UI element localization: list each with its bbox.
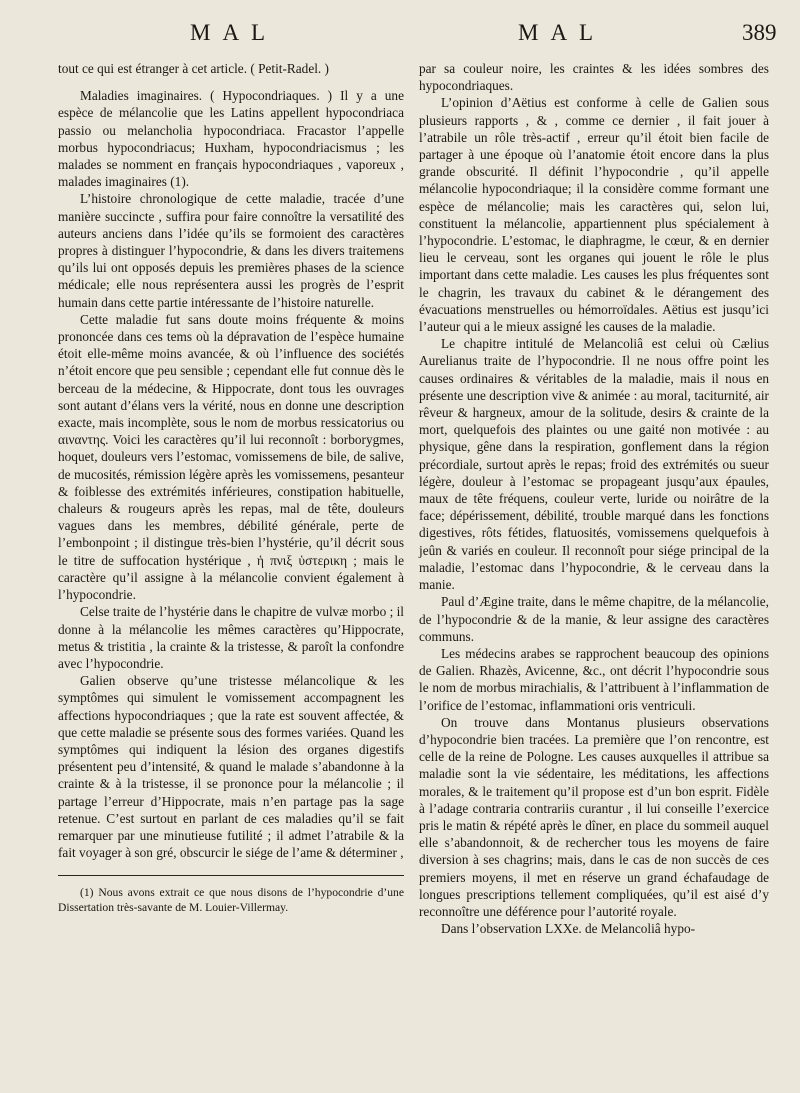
running-head-right: MAL <box>518 20 606 45</box>
left-column <box>58 60 404 915</box>
paragraph: Celse traite de l’hystérie dans le chapitre de vulvæ morbo ; il donne à la mélancolie les mêmes caractères qu’Hippocrate, metus & tristitia , la crainte & la tristesse, & paroît la confondre avec l’hypocondrie. <box>58 604 404 671</box>
right-column <box>419 60 769 937</box>
page-number: 389 <box>742 20 777 45</box>
paragraph: Galien observe qu’une tristesse mélancolique & les symptômes qui simulent le vomissement accompagnent les affections hypocondriaques ; que la rate est souvent affectée, & que cette maladie se présente sous des formes variées. Quand les symptômes qui indiquent la lésion des organes digestifs présentent peu d’intensité, & quand le malade s’abandonne à la crainte & à la tristesse, il se prononce pour la mélancolie ; il partage l’erreur d’Hippocrate, mais n’en partage pas la sage retenue. C’est surtout en parlant de ces maladies qu’il se fait remarquer par une minutieuse futilité ; il admet l’atrabile & la fait voyager à son gré, obscurcir le siége de l’ame & déterminer , <box>58 673 404 861</box>
paragraph: Dans l’observation LXXe. de Melancoliâ hypo- <box>441 921 696 937</box>
paragraph: Maladies imaginaires. ( Hypocondriaques. ) Il y a une espèce de mélancolie que les Latins appellent hypocondriaca passio ou melancholia hypocondriaca. Fracastor l’appelle morbus hypocondriacus; Huxham, hypocondriacismus ; les malades se nomment en français hypocondriaques , vaporeux , malades imaginaires (1). <box>58 88 404 190</box>
paragraph: par sa couleur noire, les craintes & les idées sombres des hypocondriaques. <box>419 61 769 94</box>
footnote-rule <box>58 875 404 876</box>
footnote: (1) Nous avons extrait ce que nous disons de l’hypocondrie d’une Dissertation très-savante de M. Louier-Villermay. <box>58 886 404 914</box>
paragraph: Paul d’Ægine traite, dans le même chapitre, de la mélancolie, de l’hypocondrie & de la manie, & leur assigne des caractères communs. <box>419 594 769 644</box>
paragraph: Les médecins arabes se rapprochent beaucoup des opinions de Galien. Rhazès, Avicenne, &c., ont décrit l’hypocondrie sous le nom de morbus mirachialis, & l’attribuent à l’inflammation de l’orifice de l’estomac, inflammationi oris ventriculi. <box>419 645 769 713</box>
running-head-left: MAL <box>190 20 278 45</box>
paragraph: tout ce qui est étranger à cet article. ( Petit-Radel. ) <box>58 61 329 76</box>
paragraph: Le chapitre intitulé de Melancoliâ est celui où Cælius Aurelianus traite de l’hypocondrie. Il ne nous offre point les causes ordinaires & véritables de la maladie, mais il nous en présente une description vive & animée : au moral, taciturnité, air rêveur & hargneux, amour de la solitude, desirs & crainte de la mort, quelquefois des plaintes ou une gaité non motivée : au physique, gêne dans la respiration, gonflement dans la région précordiale, surtout après le repas; froid des extrémités ou sueur légère, douleur à l’estomac se propageant jusqu’aux épaules, maux de tête fréquens, couleur verte, luride ou noirâtre de la face; dépérissement, débilité, trouble marqué dans les fonctions digestives, rôts fétides, flatuosités, vomissemens quelquefois à jeûn & variés en couleur. Il reconnoît pour siége principal de la maladie, l’estomac dans l’hypocondrie, & le cerveau dans la manie. <box>419 336 769 593</box>
paragraph: L’opinion d’Aëtius est conforme à celle de Galien sous plusieurs rapports , & , comme ce dernier , il fait jouer à l’atrabile un rôle très-actif , erreur qu’il étoit bien facile de partager à une époque où l’anatomie étoit encore dans la plus grande obscurité. Il définit l’hypocondrie , qu’il appelle mélancolie hypocondriaque; il la considère comme formant une espèce de mélancolie; mais les caractères qui, selon lui, constituent la mélancolie, appartiennent plus spécialement à l’hypocondrie. L’estomac, le diaphragme, le cœur, & en dernier lieu le cerveau, sont les organes qui jouent le rôle le plus important dans cette maladie. Les causes les plus fréquentes sont le chagrin, les travaux du cabinet & le dérangement des évacuations menstruelles ou hémorroïdales. Aëtius est jusqu’ici l’auteur qui a le mieux assigné les causes de la maladie. <box>419 95 769 335</box>
paragraph: L’histoire chronologique de cette maladie, tracée d’une manière succincte , suffira pour faire connoître la versatilité des auteurs anciens dans l’idée qu’ils se formoient des caractères propres à distinguer l’hypocondrie, & dans les divers traitemens qu’ils lui ont opposés depuis les premières phases de la science médicale; elle nous représentera aussi les progrès de l’esprit humain dans cette partie intéressante de l’histoire naturelle. <box>58 191 404 310</box>
paragraph: Cette maladie fut sans doute moins fréquente & moins prononcée dans ces tems où la dépravation de l’espèce humaine étoit elle-même moins avancée, & où l’influence des sociétés n’étoit encore que peu sensible ; cependant elle fut connue dès le berceau de la médecine, & Hippocrate, dont tous les ouvrages sont autant d’élans vers la vérité, nous en donne une description exacte, mais incomplète, sous le nom de morbus ressicatorius ou αιναντης. Voici les caractères qu’il lui reconnoît : borborygmes, hoquet, douleurs vers l’estomac, vomissemens de bile, de salive, de mucosités, rémission légère après les vomissemens, pesanteur & foiblesse des extrémités inférieures, constipation habituelle, chaleurs & rougeurs après les repas, mal de tête, douleurs vagues dans les membres, débilité générale, perte de l’embonpoint ; il distingue très-bien l’hystérie, qu’il décrit sous le titre de suffocation hystérique , ἡ πνιξ ὑστερικη ; mais le caractère qu’il assigne à la mélancolie convient également à l’hypocondrie. <box>58 311 404 603</box>
paragraph: On trouve dans Montanus plusieurs observations d’hypocondrie bien tracées. La première que l’on rencontre, est celle de la reine de Pologne. Les causes auxquelles il attribue sa maladie sont la vie sédentaire, les méditations, les affections morales, & le traitement qu’il propose est d’un bon esprit. Fidèle à l’adage contraria contrariis curantur , il lui conseille l’exercice pris le matin & répété après le dîner, en place du sommeil auquel elle s’abandonnoit, & de rechercher tous les moyens de faire diversion à ses chagrins; mais, dans le cas de non succès de ces premiers moyens, il met en réserve un grand échafaudage de longues prescriptions tellement compliquées, qu’il est aisé d’y reconnoître une déférence pour l’autorité royale. <box>419 714 769 919</box>
